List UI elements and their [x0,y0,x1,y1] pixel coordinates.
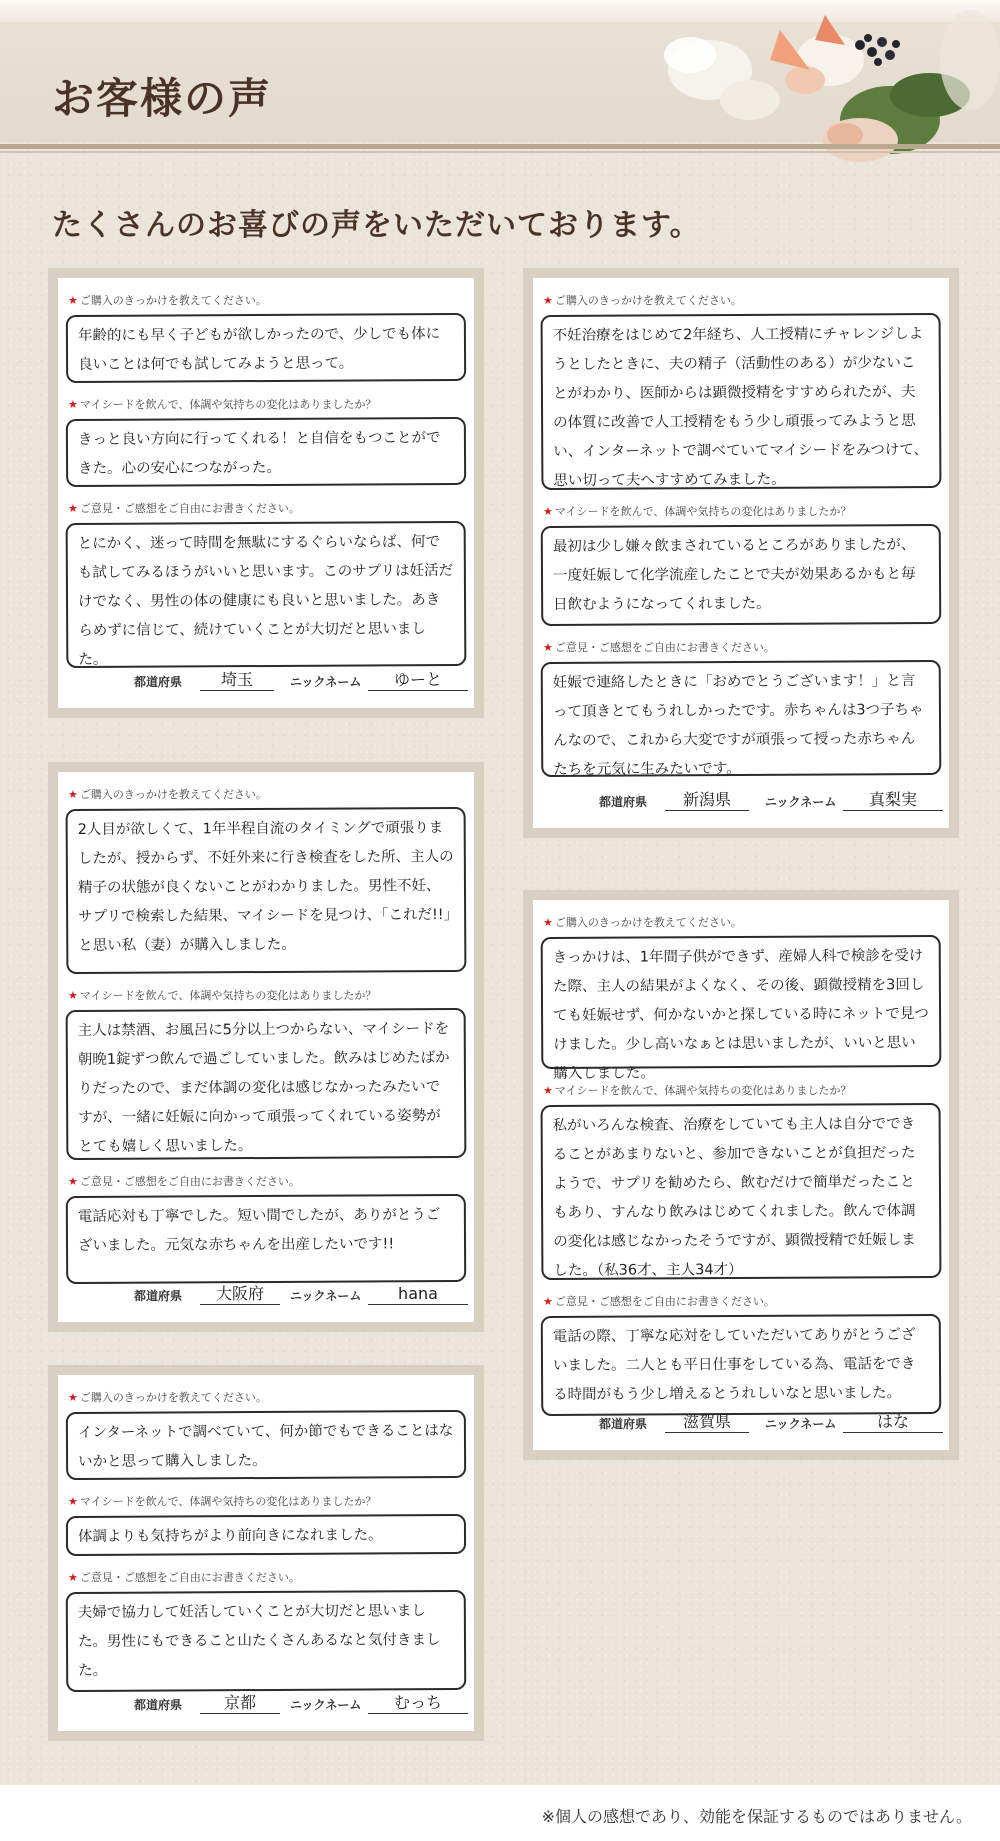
nickname-value: 真梨実 [843,790,943,811]
answer-purchase-reason: きっかけは、1年間子供ができず、産婦人科で検診を受けた際、主人の結果がよくなく、その後、顕微授精を3回しても妊娠せず、何かないかと探している時にネットで見つけました。少し高いなぁとは思いましたが、いいと思い購入しました。 [541,935,942,1069]
answer-comments: 夫婦で協力して妊活していくことが大切だと思いました。男性にもできること山たくさんあるなと気付きました。 [66,1590,467,1692]
star-icon: ★ [68,989,78,1002]
answer-comments: 電話の際、丁寧な応対をしていただいてありがとうございました。二人とも平日仕事をしている為、電話をできる時間がもう少し増えるとうれしいなと思いました。 [541,1314,942,1416]
nickname-label: ニックネーム [290,1698,362,1712]
respondent-info [533,792,949,814]
respondent-info [58,1286,474,1308]
answer-condition-change: 体調よりも気持ちがより前向きになれました。 [66,1514,466,1556]
testimonial-card [48,1365,484,1741]
star-icon: ★ [543,294,553,307]
header-divider [0,144,1000,149]
star-icon: ★ [68,398,78,411]
disclaimer: ※個人の感想であり、効能を保証するものではありません。 [541,1807,972,1826]
star-icon: ★ [543,916,553,929]
nickname-label: ニックネーム [765,1417,837,1431]
prefecture-label: 都道府県 [599,795,648,809]
testimonial-sheet [58,1375,474,1731]
nickname-value: はな [843,1412,943,1433]
answer-comments: 電話応対も丁寧でした。短い間でしたが、ありがとうございました。元気な赤ちゃんを出産したいです!! [66,1194,466,1284]
prefecture-value: 新潟県 [665,790,749,811]
prefecture-label: 都道府県 [599,1417,648,1431]
question-purchase-reason: ★ ご購入のきっかけを教えてください。 [543,294,742,307]
nickname-value: hana [368,1284,468,1305]
star-icon: ★ [543,1084,553,1097]
testimonial-sheet [58,278,474,708]
answer-purchase-reason: 不妊治療をはじめて2年経ち、人工授精にチャレンジしようとしたときに、夫の精子（活動性のある）が少ないことがわかり、医師からは顕微授精をすすめられたが、夫の体質に改善で人工授精をもう少し頑張ってみようと思い、インターネットで調べていてマイシードをみつけて、思い切って夫へすすめてみました。 [541,313,942,490]
star-icon: ★ [68,1175,78,1188]
question-condition-change: ★ マイシードを飲んで、体調や気持ちの変化はありましたか？ [543,505,852,518]
answer-condition-change: 私がいろんな検査、治療をしていても主人は自分でできることがあまりないと、参加できないことが負担だったようで、サプリを勧めたら、飲むだけで簡単だったこともあり、すんなり飲みはじめてくれました。飲んで体調の変化は感じなかったそうですが、顕微授精で妊娠しました。（私36才、主人34才） [541,1103,942,1280]
prefecture-value: 京都 [200,1693,280,1714]
answer-purchase-reason: インターネットで調べていて、何か節でもできることはないかと思って購入しました。 [66,1410,466,1480]
question-condition-change: ★ マイシードを飲んで、体調や気持ちの変化はありましたか？ [543,1084,852,1097]
answer-comments: 妊娠で連絡したときに「おめでとうございます！」と言って頂きとてもうれしかったです。赤ちゃんは3つ子ちゃんなので、これから大変ですが頑張って授った赤ちゃんたちを元気に生みたいです。 [541,660,942,777]
nickname-value: ゆーと [368,670,468,691]
respondent-info [58,1695,474,1717]
question-comments: ★ ご意見・ご感想をご自由にお書きください。 [543,1295,775,1308]
respondent-info [533,1414,949,1436]
star-icon: ★ [68,1495,78,1508]
question-condition-change: ★ マイシードを飲んで、体調や気持ちの変化はありましたか？ [68,989,377,1002]
answer-purchase-reason: 年齢的にも早く子どもが欲しかったので、少しでも体に良いことは何でも試してみようと思って。 [66,313,466,383]
respondent-info [58,672,474,694]
question-purchase-reason: ★ ご購入のきっかけを教えてください。 [543,916,742,929]
flower-decoration-icon [630,0,1000,165]
answer-condition-change: 最初は少し嫌々飲まされているところがありましたが、一度妊娠して化学流産したことで夫が効果あるかもと毎日飲むようになってくれました。 [541,524,942,626]
prefecture-value: 埼玉 [200,670,274,691]
question-comments: ★ ご意見・ご感想をご自由にお書きください。 [68,1175,300,1188]
star-icon: ★ [68,788,78,801]
question-comments: ★ ご意見・ご感想をご自由にお書きください。 [68,1571,300,1584]
nickname-value: むっち [368,1693,468,1714]
header-divider-thin [0,151,1000,153]
testimonial-card [48,268,484,718]
prefecture-label: 都道府県 [134,1698,183,1712]
answer-comments: とにかく、迷って時間を無駄にするぐらいならば、何でも試してみるほうがいいと思います。このサプリは妊活だけでなく、男性の体の健康にも良いと思いました。あきらめずに信じて、続けていくことが大切だと思いました。 [66,521,467,668]
testimonial-card [48,762,484,1332]
section-subtitle: たくさんのお喜びの声をいただいております。 [52,208,701,243]
question-condition-change: ★ マイシードを飲んで、体調や気持ちの変化はありましたか？ [68,398,377,411]
star-icon: ★ [68,1391,78,1404]
nickname-label: ニックネーム [290,675,362,689]
nickname-label: ニックネーム [290,1289,362,1303]
answer-condition-change: 主人は禁酒、お風呂に5分以上つからない、マイシードを朝晩1錠ずつ飲んで過ごしていました。飲みはじめたばかりだったので、まだ体調の変化は感じなかったみたいですが、一緒に妊娠に向かって頑張ってくれている姿勢がとても嬉しく思いました。 [66,1008,467,1160]
question-purchase-reason: ★ ご購入のきっかけを教えてください。 [68,294,267,307]
question-purchase-reason: ★ ご購入のきっかけを教えてください。 [68,1391,267,1404]
star-icon: ★ [68,1571,78,1584]
answer-condition-change: きっと良い方向に行ってくれる！と自信をもつことができた。心の安心につながった。 [66,417,466,487]
question-purchase-reason: ★ ご購入のきっかけを教えてください。 [68,788,267,801]
answer-purchase-reason: 2人目が欲しくて、1年半程自流のタイミングで頑張りましたが、授からず、不妊外来に行き検査をした所、主人の精子の状態が良くないことがわかりました。男性不妊、サプリで検索した結果、マイシードを見つけ、「これだ!!」と思い私（妻）が購入しました。 [66,807,467,974]
star-icon: ★ [68,502,78,515]
testimonial-card [523,268,959,838]
page-title: お客様の声 [52,74,273,123]
testimonial-sheet [533,900,949,1450]
testimonial-sheet [533,278,949,828]
prefecture-label: 都道府県 [134,675,183,689]
question-comments: ★ ご意見・ご感想をご自由にお書きください。 [68,502,300,515]
prefecture-value: 大阪府 [200,1284,280,1305]
prefecture-label: 都道府県 [134,1289,183,1303]
testimonial-card [523,890,959,1460]
star-icon: ★ [543,641,553,654]
star-icon: ★ [543,1295,553,1308]
nickname-label: ニックネーム [765,795,837,809]
star-icon: ★ [543,505,553,518]
prefecture-value: 滋賀県 [665,1412,749,1433]
testimonial-sheet [58,772,474,1322]
question-condition-change: ★ マイシードを飲んで、体調や気持ちの変化はありましたか？ [68,1495,377,1508]
question-comments: ★ ご意見・ご感想をご自由にお書きください。 [543,641,775,654]
star-icon: ★ [68,294,78,307]
